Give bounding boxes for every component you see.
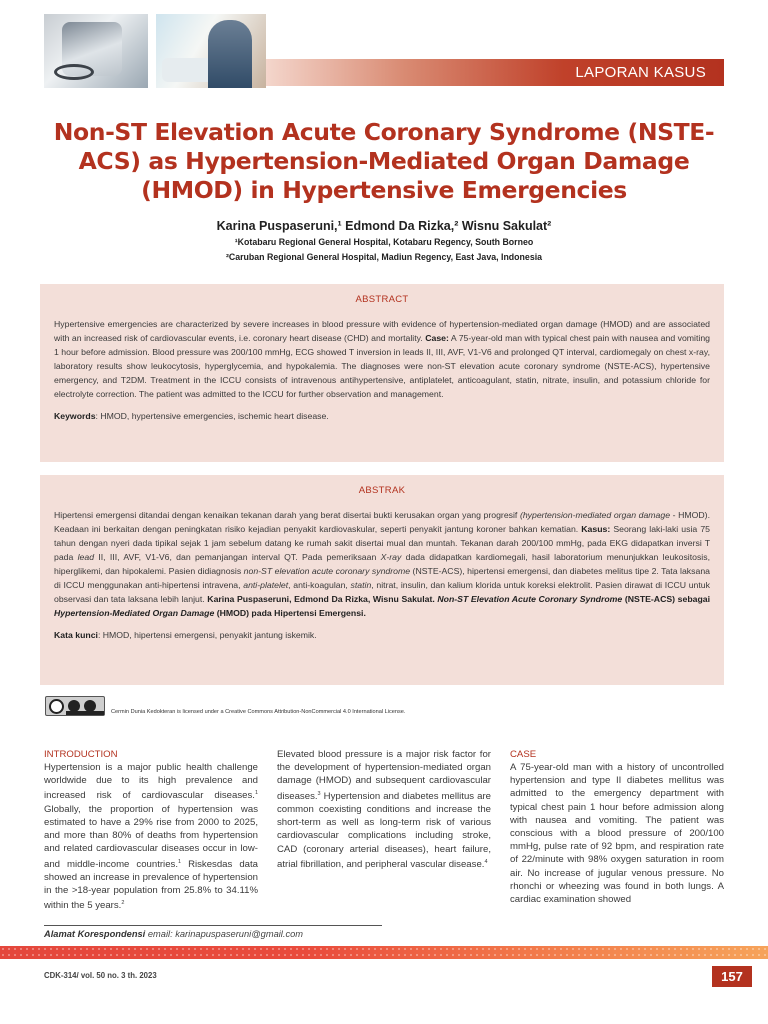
abstrak-text-italic: anti-platelet [243,580,289,590]
keywords-text: : HMOD, hypertensive emergencies, ischemic heart disease. [95,411,329,421]
column-case [510,748,724,906]
citation-ref: 1 [254,790,258,797]
creative-commons-badge[interactable] [45,696,105,716]
affiliation-1: ¹Kotabaru Regional General Hospital, Kotabaru Regency, South Borneo [234,237,534,247]
abstrak-keywords [54,628,710,642]
intro-text-part: Globally, the proportion of hypertension was estimated to have a 29% rise from 2000 to 2025, and more than 80% of deaths from hypertension and related cardiovascular diseases occur in low- and middle-income countries. [44,803,258,870]
abstract-text-part: Hypertensive emergencies are characterized by severe increases in blood pressure with evidence of hypertension-mediated organ damage (HMOD) and are associated with an increased risk of cardiovascular events, i.e. coronary heart disease (CHD) and mortality. [54,319,710,343]
abstract-case-label: Case: [425,333,449,343]
citation-ref: 2 [121,900,125,907]
middle-text-part: Hypertension and diabetes mellitus are common coexisting conditions and increase the short-term as well as long-term risk of various cardiovascular complications including stroke, CAD (coronary arterial diseases), heart failure, atrial fibrillation, and peripheral vascular disease. [277,790,491,870]
abstrak-text-italic: statin [350,580,372,590]
case-heading: CASE [510,749,537,760]
page-number: 157 [712,966,752,987]
intro-text-part: Hypertension is a major public health challenge worldwide due to its high prevalence and increased risk of cardiovascular diseases. [44,762,258,802]
citation-part: Karina Puspaseruni, Edmond Da Rizka, Wisnu Sakulat. [207,594,438,604]
correspondence [44,929,303,939]
middle-text [277,748,491,871]
citation-italic: Non-ST Elevation Acute Coronary Syndrome [437,594,623,604]
middle-text-part: Elevated blood pressure is a major risk factor for the development of hypertension-mediated organ damage (HMOD) and subsequent cardiovascular diseases. [277,749,491,802]
footer-dots-pattern [0,946,768,959]
author-list: Karina Puspaseruni,¹ Edmond Da Rizka,² Wisnu Sakulat² [216,219,552,233]
case-text: A 75-year-old man with a history of uncontrolled hypertension and type II diabetes mellitus was admitted to the emergency department with typical chest pain 1 hour before admission along with nausea and vomiting. The patient was conscious with a blood pressure of 200/100 mmHg, pulse rate of 92 bpm, and respiration rate of 22/minute with 98% oxygen saturation in room air. No increase of jugular venous pressure. No rhonchi or wheezing was found in both lungs. A cardiac examination showed [510,762,724,906]
footer-color-bar [0,946,768,959]
header-photo-doctor [156,14,266,88]
abstract-box [40,284,724,462]
abstrak-box [40,475,724,685]
abstrak-text-part: , anti-koagulan, [288,580,351,590]
correspondence-email[interactable]: email: karinapuspaseruni@gmail.com [147,929,304,939]
abstrak-text-part: - HMOD). Keadaan ini berkaitan dengan peningkatan risiko kejadian penyakit kardiovaskular, seperti penyakit jantung koroner bahkan kematian. [54,510,710,534]
intro-text-part: Riskesdas data showed an increase in prevalence of hypertension in the >18-year population from 25.8% to 34.11% within the 5 years. [44,858,258,912]
citation-part: (NSTE-ACS) sebagai [622,594,711,604]
abstrak-text-part: dada didapatkan kardiomegali, hasil laboratorium menunjukkan leukositosis, hiperglikemi, dan hipokalemi. Pasien didiagnosis [54,552,710,576]
abstract-text [54,317,710,401]
abstrak-text-part: Hipertensi emergensi ditandai dengan kenaikan tekanan darah yang berat disertai bukti kerusakan organ yang progresif [54,510,520,520]
citation-ref: 3 [317,790,321,797]
abstrak-text-italic: lead [77,552,95,562]
abstrak-text-italic: non-ST elevation acute coronary syndrome [243,566,411,576]
column-introduction [44,748,258,913]
header-photo-medical-bag [44,14,148,88]
license-text: Cermin Dunia Kedokteran is licensed under a Creative Commons Attribution-NonCommercial 4.0 International License. [111,709,406,715]
abstrak-heading: ABSTRAK [358,485,406,496]
introduction-text [44,761,258,913]
citation-italic: Hypertension-Mediated Organ Damage [54,608,215,618]
abstrak-kasus-label: Kasus: [581,524,611,534]
column-middle [277,748,491,871]
correspondence-label: Alamat Korespondensi [44,929,146,939]
abstrak-text-part: Seorang laki-laki usia 75 tahun dengan nyeri dada tipikal sejak 1 jam sebelum datang ke rumah sakit disertai mual dan muntah. Tekanan darah 200/100 mmHg, pada EKG didapatkan inversi T pada [54,524,710,562]
stethoscope-icon [54,64,94,80]
abstract-text-part: A 75-year-old man with typical chest pain with nausea and vomiting 1 hour before admission. Blood pressure was 200/100 mmHg, ECG showed T inversion in leads II, III, AVF, V1-V6 and prolonged QT interval, cardiomegaly on chest x-ray, laboratory results show leukocytosis, hyperglycemia, and hypokalemia. The diagnoses were non-ST elevation acute coronary syndrome (NSTE-ACS), hypertensive emergency, and T2DM. Treatment in the ICCU consists of intravenous antihypertensive, antiplatelet, anticoagulant, statin, nitrate, insulin, and potassium chloride for electrolyte correction. The patient was admitted to the ICCU for further observation and management. [54,333,710,399]
cc-icon [49,699,64,714]
abstrak-text-italic: (hypertension-mediated organ damage [519,510,671,520]
abstrak-text-part: II, III, AVF, V1-V6, dan pemanjangan interval QT. Pada pemeriksaan [94,552,381,562]
abstrak-text-italic: X-ray [380,552,402,562]
affiliation-2: ²Caruban Regional General Hospital, Madiun Regency, East Java, Indonesia [225,252,543,262]
abstrak-text-part: , nitrat, insulin, dan kalium klorida untuk koreksi elektrolit. Pasien dirawat di ICCU untuk observasi dan tata laksana lebih lanjut. [54,580,710,604]
abstrak-text [54,508,710,620]
citation-ref: 4 [484,858,488,865]
correspondence-divider [44,925,382,926]
keywords-label: Keywords [54,411,96,421]
kata-kunci-label: Kata kunci [54,630,98,640]
abstract-keywords [54,409,710,423]
journal-citation: CDK-314/ vol. 50 no. 3 th. 2023 [44,971,157,980]
abstract-heading: ABSTRACT [355,294,409,305]
article-title: Non-ST Elevation Acute Coronary Syndrome (NSTE-ACS) as Hypertension-Mediated Organ Damage (HMOD) in Hypertensive Emergencies [53,118,715,204]
kata-kunci-text: : HMOD, hipertensi emergensi, penyakit jantung iskemik. [97,630,317,640]
doctor-shape [208,20,252,88]
citation-part: (HMOD) pada Hipertensi Emergensi. [214,608,366,618]
cc-band [66,711,104,715]
introduction-heading: INTRODUCTION [44,749,118,760]
abstrak-text-part: (NSTE-ACS), hipertensi emergensi, dan diabetes melitus tipe 2. Tata laksana di ICCU menggunakan anti-hipertensi intravena, [54,566,710,590]
section-banner [266,59,724,86]
section-label: LAPORAN KASUS [575,64,706,81]
citation-ref: 1 [178,858,182,865]
